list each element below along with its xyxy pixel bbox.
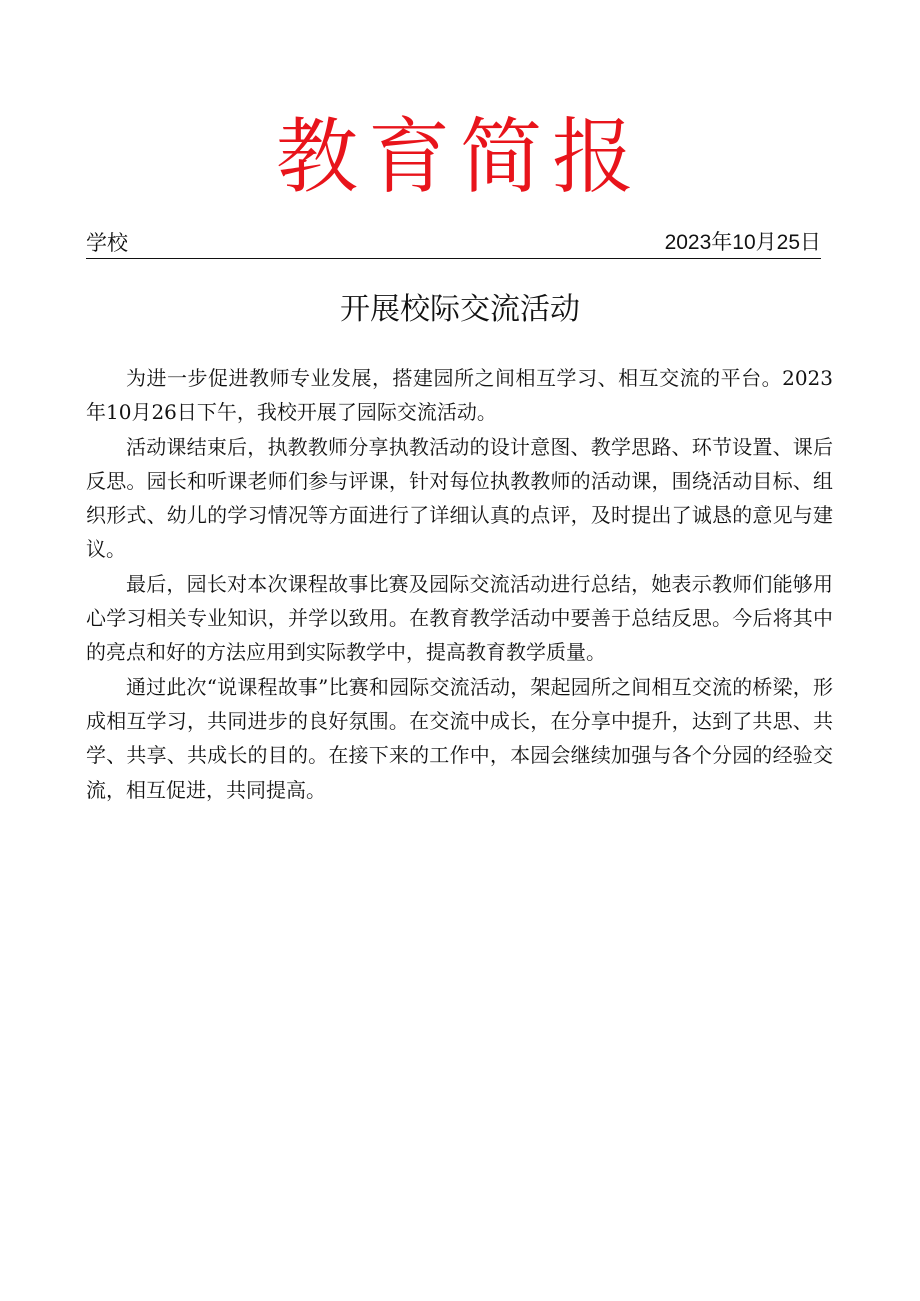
article-paragraph: 最后，园长对本次课程故事比赛及园际交流活动进行总结，她表示教师们能够用心学习相关专业知识，并学以致用。在教育教学活动中要善于总结反思。今后将其中的亮点和好的方法应用到实际教学中，提高教育教学质量。 [86, 571, 833, 665]
meta-row [86, 228, 821, 259]
article-body [86, 361, 833, 807]
article-paragraph: 活动课结束后，执教教师分享执教活动的设计意图、教学思路、环节设置、课后反思。园长和听课老师们参与评课，针对每位执教教师的活动课，围绕活动目标、组织形式、幼儿的学习情况等方面进行了详细认真的点评，及时提出了诚恳的意见与建议。 [86, 434, 833, 562]
article-paragraph: 为进一步促进教师专业发展，搭建园所之间相互学习、相互交流的平台。2023年10月26日下午，我校开展了园际交流活动。 [86, 366, 833, 425]
article-headline: 开展校际交流活动 [340, 292, 580, 327]
issue-date: 2023年10月25日 [664, 231, 821, 254]
article-paragraph: 通过此次“说课程故事”比赛和园际交流活动，架起园所之间相互交流的桥梁，形成相互学习，共同进步的良好氛围。在交流中成长，在分享中提升，达到了共思、共学、共享、共成长的目的。在接下来的工作中，本园会继续加强与各个分园的经验交流，相互促进，共同提高。 [86, 674, 833, 802]
newsletter-masthead: 教育简报 [275, 110, 644, 205]
school-label: 学校 [86, 231, 128, 255]
